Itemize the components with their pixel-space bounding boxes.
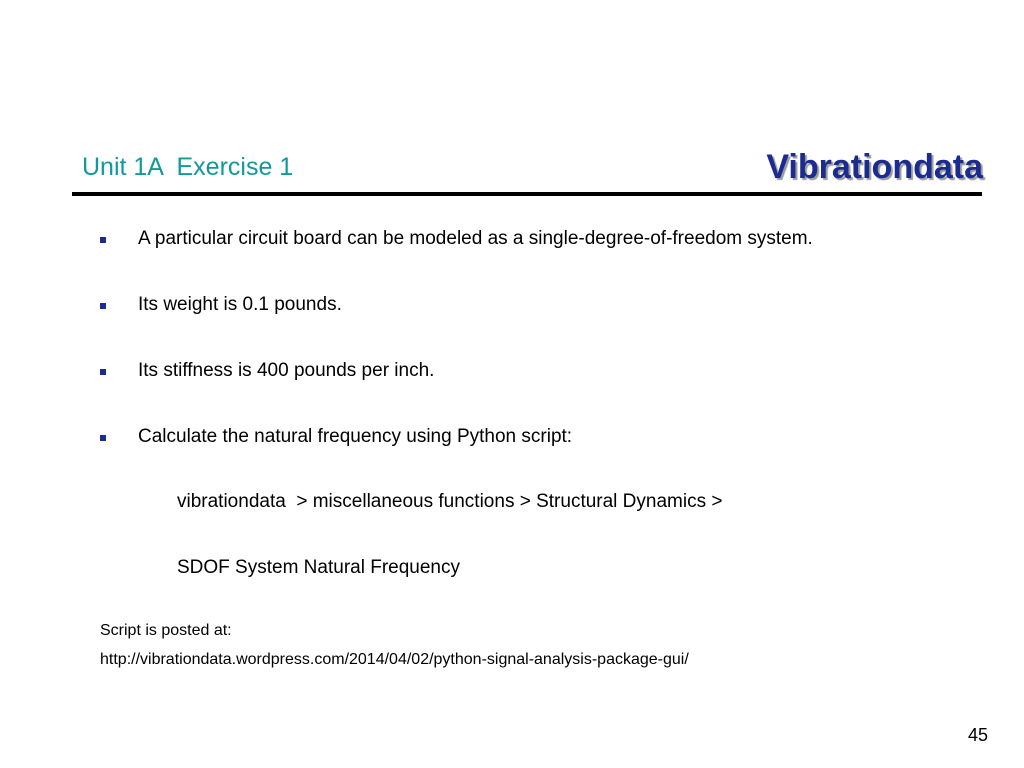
title-divider [72,192,982,196]
bullet-text: A particular circuit board can be modeled as a single-degree-of-freedom system. [138,228,813,249]
bullet-item [100,426,813,492]
bullet-text: Its stiffness is 400 pounds per inch. [138,360,435,381]
bullet-item [100,360,813,426]
script-path-line-2: SDOF System Natural Frequency [177,557,460,578]
script-url-link[interactable]: http://vibrationdata.wordpress.com/2014/04/02/python-signal-analysis-package-gui/ [100,651,689,668]
bullet-item [100,294,813,360]
square-bullet-icon [100,303,106,309]
script-note-label: Script is posted at: [100,622,232,639]
script-path-line-1: vibrationdata > miscellaneous functions > Structural Dynamics > [177,491,723,512]
bullet-text: Its weight is 0.1 pounds. [138,294,342,315]
brand-logo-text: Vibrationdata [766,148,983,186]
bullet-item [100,228,813,294]
page-number: 45 [967,725,988,745]
slide-title: Unit 1A Exercise 1 [82,153,294,181]
bullet-list [100,228,813,492]
bullet-text: Calculate the natural frequency using Python script: [138,426,573,447]
square-bullet-icon [100,237,106,243]
square-bullet-icon [100,435,106,441]
square-bullet-icon [100,369,106,375]
